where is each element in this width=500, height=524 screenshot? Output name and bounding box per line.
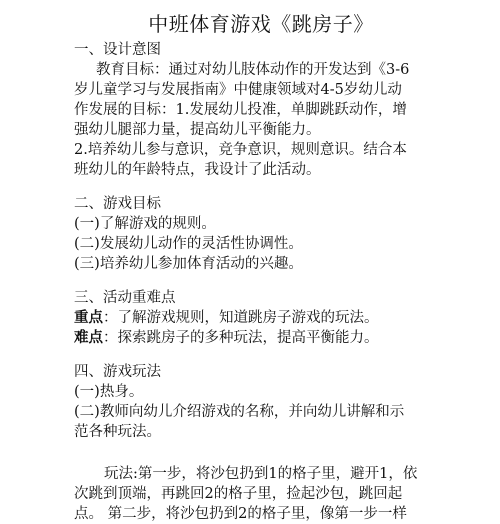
section-heading-gameplay: 四、游戏玩法 (74, 364, 161, 380)
section-heading-game-goals: 二、游戏目标 (74, 196, 161, 212)
rules-line: 点。 第二步，将沙包扔到2的格子里，像第一步一样 (74, 506, 407, 522)
paragraph-line: 岁儿童学习与发展指南》中健康领域对4-5岁幼儿动 (74, 82, 402, 98)
section-heading-key-points: 三、活动重难点 (74, 290, 176, 306)
paragraph-line: 教育目标：通过对幼儿肢体动作的开发达到《3-6 (96, 62, 410, 78)
difficulty-label: 难点 (74, 329, 103, 346)
goal-item: (三)培养幼儿参加体育活动的兴趣。 (74, 256, 303, 272)
difficulty-line (74, 328, 478, 348)
key-point-text: ：了解游戏规则，知道跳房子游戏的玩法。 (103, 310, 379, 326)
activity-item: (二)教师向幼儿介绍游戏的名称，并向幼儿讲解和示 (74, 404, 405, 420)
rules-line: 次跳到顶端，再跳回2的格子里，捡起沙包，跳回起 (74, 486, 403, 502)
section-heading-design-intent: 一、设计意图 (74, 42, 161, 58)
paragraph-line: 强幼儿腿部力量，提高幼儿平衡能力。 (74, 122, 321, 138)
goal-item: (一)了解游戏的规则。 (74, 216, 216, 232)
paragraph-line: 作发展的目标：1.发展幼儿投准，单脚跳跃动作，增 (74, 102, 407, 118)
key-point-line (74, 308, 478, 328)
rules-line: 玩法:第一步，将沙包扔到1的格子里，避开1，依 (104, 466, 418, 482)
goal-item: (二)发展幼儿动作的灵活性协调性。 (74, 236, 303, 252)
key-point-label: 重点 (74, 309, 103, 326)
difficulty-text: ：探索跳房子的多种玩法，提高平衡能力。 (103, 330, 379, 346)
activity-item: 范各种玩法。 (74, 424, 161, 440)
activity-item: (一)热身。 (74, 384, 144, 400)
document-title: 中班体育游戏《跳房子》 (148, 12, 374, 36)
paragraph-line: 2.培养幼儿参与意识，竞争意识，规则意识。结合本 (74, 142, 407, 158)
paragraph-line: 班幼儿的年龄特点，我设计了此活动。 (74, 162, 321, 178)
